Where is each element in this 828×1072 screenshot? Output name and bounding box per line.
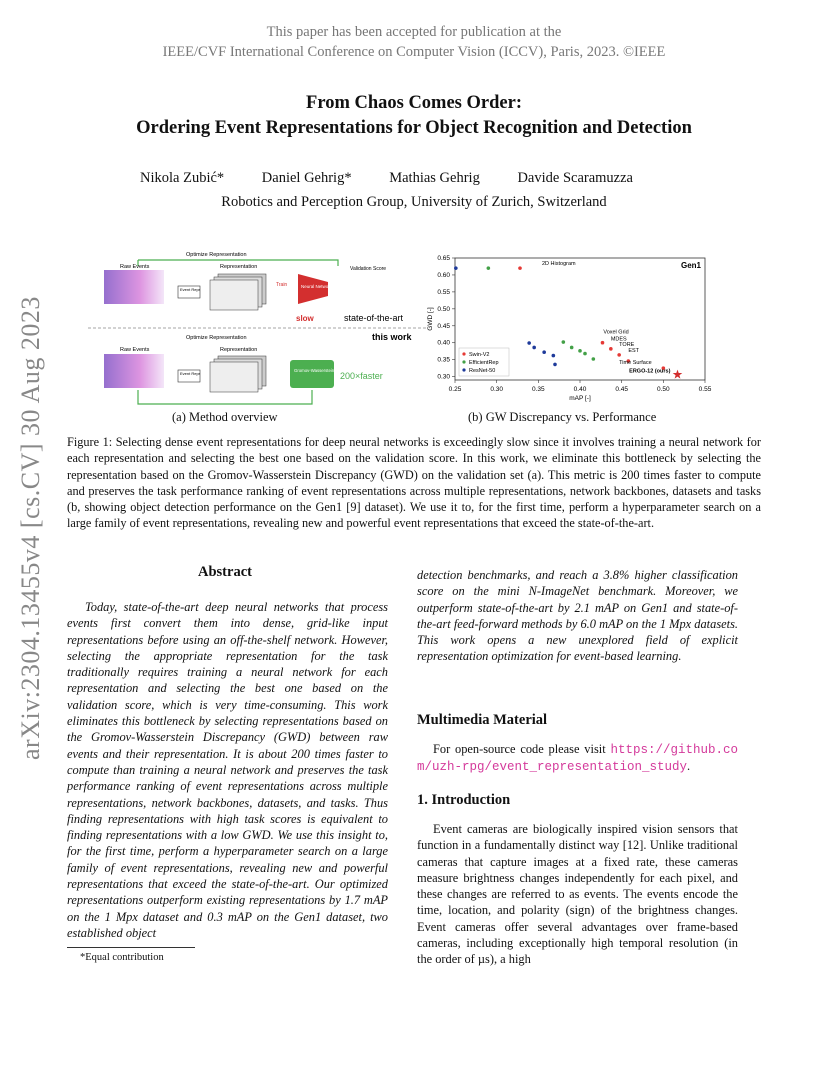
y-tick-label: 0.65	[437, 255, 450, 262]
author: Nikola Zubić*	[140, 170, 225, 186]
abstract-heading: Abstract	[198, 564, 252, 580]
optimize-label-bottom: Optimize Representation	[186, 335, 247, 341]
legend-marker	[462, 352, 465, 355]
gromov-label: Gromov-Wasserstein Discrepancy	[294, 368, 360, 373]
ergo-star-marker	[673, 370, 683, 379]
train-label: Train	[276, 282, 288, 288]
arxiv-stamp	[16, 290, 46, 760]
multimedia-heading: Multimedia Material	[417, 712, 548, 728]
legend-marker	[462, 360, 465, 363]
raw-events-image	[104, 354, 164, 388]
author: Mathias Gehrig	[389, 170, 480, 186]
neural-network-shape	[298, 274, 328, 304]
multimedia-sentence: For open-source code please visit	[433, 742, 606, 756]
y-tick-label: 0.45	[437, 322, 450, 330]
event-repr-box-bottom: Event Repr	[180, 371, 201, 376]
x-tick-label: 0.45	[615, 386, 628, 393]
point-annotation: ERGO-12 (ours)	[629, 368, 671, 375]
data-point	[527, 341, 531, 345]
representation-stack-top	[210, 274, 266, 310]
github-link[interactable]: https://github.com/uzh-rpg/event_representation_study	[417, 743, 738, 775]
data-point	[532, 346, 536, 350]
legend-label: ResNet-50	[469, 368, 496, 374]
state-of-the-art-label: state-of-the-art	[344, 313, 404, 323]
slow-label: slow	[296, 314, 314, 323]
arxiv-stamp-text: arXiv:2304.13455v4 [cs.CV] 30 Aug 2023	[16, 296, 45, 760]
figure-caption: Figure 1: Selecting dense event representations for deep neural networks is exceedingly slow since it involves training a neural network for each representation and selecting the best one based on the validation score. In this work, we eliminate this bottleneck by selecting the representation based on the Gromov-Wasserstein Discrepancy (GWD) on the validation set (a). This metric is 200 times faster to compute and preserves the task performance ranking of event representations across multiple representations, network backbones, datasets and tasks (b, showing object detection performance on the Gen1 [9] dataset). We use it to, for the first time, perform a hyperparameter search on a large family of event representations, revealing new and powerful event representations that exceed the state-of-the-art.	[67, 435, 761, 531]
data-point	[562, 340, 566, 344]
abstract-text-continued: detection benchmarks, and reach a 3.8% higher classification score on the mini N-ImageNet benchmark. Moreover, we outperform state-of-the-art by 2.1 mAP on Gen1 and state-of-the-art feed-forward methods by 6.0 mAP on the 1 Mpx datasets. This work opens a new unexplored field of explicit representation optimization for event-based learning.	[417, 568, 738, 664]
x-tick-label: 0.35	[532, 386, 545, 393]
author: Davide Scaramuzza	[517, 170, 633, 186]
raw-events-label-bottom: Raw Events	[120, 347, 150, 353]
x-tick-label: 0.50	[657, 386, 670, 393]
y-axis-label: GWD [-]	[427, 307, 434, 331]
data-point	[518, 266, 522, 270]
y-tick-label: 0.50	[437, 305, 450, 313]
data-point	[578, 349, 582, 353]
data-point	[609, 347, 613, 351]
representation-label-top: Representation	[220, 264, 258, 270]
multimedia-end: .	[687, 759, 691, 774]
author-list	[140, 170, 633, 187]
representation-label-bottom: Representation	[220, 347, 258, 353]
point-annotation: MDES	[610, 336, 627, 343]
point-annotation: Voxel Grid	[603, 329, 629, 336]
x-tick-label: 0.30	[490, 386, 503, 393]
data-point	[552, 354, 556, 358]
raw-events-image	[104, 270, 164, 304]
this-work-label: this work	[372, 332, 412, 342]
x-tick-label: 0.40	[573, 386, 587, 393]
y-tick-label: 0.60	[437, 271, 450, 279]
data-point	[583, 352, 587, 356]
point-annotation: TORE	[619, 341, 635, 348]
optimize-label-top: Optimize Representation	[186, 252, 247, 258]
x-tick-label: 0.55	[698, 386, 712, 393]
footnote-rule	[67, 947, 195, 948]
paper-title-line1: From Chaos Comes Order:	[306, 93, 522, 113]
paper-title-line2: Ordering Event Representations for Object Recognition and Detection	[136, 118, 692, 138]
legend-label: Swin-V2	[469, 352, 490, 358]
method-overview-figure	[88, 248, 428, 410]
data-point	[601, 341, 605, 345]
multimedia-text	[417, 741, 738, 776]
representation-stack-bottom	[210, 356, 266, 392]
x-tick-label: 0.25	[448, 386, 462, 393]
data-point	[542, 350, 546, 354]
data-point	[617, 353, 621, 357]
y-tick-label: 0.40	[437, 339, 450, 347]
y-tick-label: 0.30	[437, 373, 450, 381]
chart-title: Gen1	[680, 261, 701, 270]
gwd-performance-chart	[418, 250, 718, 410]
data-point	[570, 346, 574, 350]
author: Daniel Gehrig*	[261, 170, 352, 186]
legend-marker	[462, 368, 465, 371]
publication-notice-line2: IEEE/CVF International Conference on Computer Vision (ICCV), Paris, 2023. ©IEEE	[162, 44, 666, 60]
footnote: *Equal contribution	[80, 952, 164, 963]
abstract-text: Today, state-of-the-art deep neural networks that process events first convert them into dense, grid-like input representations before using an off-the-shelf network. However, selecting the appropriate representation for the task traditionally requires training a neural network for each representation and selecting the best one based on the validation score, which is very time-consuming. This work eliminates this bottleneck by selecting representations based on the Gromov-Wasserstein Discrepancy (GWD) between raw events and their representation. It is about 200 times faster to compute than training a neural network and preserves the task performance ranking of event representations across multiple representations, network backbones, datasets, and tasks. Thus finding representations with high task scores is equivalent to finding representations with a low GWD. We use this insight to, for the first time, perform a hyperparameter search on a large family of event representations, revealing new and powerful representations that exceed the state-of-the-art. Our optimized representations outperform existing representations by 1.7 mAP on the 1 Mpx dataset and 0.3 mAP on the Gen1 dataset, two established object	[67, 600, 388, 940]
affiliation: Robotics and Perception Group, University of Zurich, Switzerland	[221, 194, 607, 210]
data-point	[487, 266, 491, 270]
neural-network-label: Neural Network	[301, 284, 333, 289]
data-point	[454, 266, 458, 270]
figure-b-caption: (b) GW Discrepancy vs. Performance	[468, 410, 657, 424]
x-axis-label: mAP [-]	[569, 395, 591, 402]
introduction-heading: 1. Introduction	[417, 792, 511, 808]
event-repr-box-top: Event Repr	[180, 287, 201, 292]
data-point	[553, 363, 557, 367]
raw-events-label-top: Raw Events	[120, 264, 150, 270]
publication-notice-line1: This paper has been accepted for publication at the	[266, 24, 562, 40]
gromov-box	[290, 360, 334, 388]
figure-a-caption: (a) Method overview	[172, 410, 278, 424]
y-tick-label: 0.35	[437, 356, 450, 364]
point-annotation: Time Surface	[619, 360, 652, 367]
y-tick-label: 0.55	[437, 288, 450, 296]
faster-label: 200×faster	[340, 371, 383, 381]
legend-label: EfficientRep	[469, 360, 499, 366]
introduction-text: Event cameras are biologically inspired vision sensors that function in a fundamentally distinct way [12]. Unlike traditional cameras that capture images at a fixed rate, these cameras measure brightness changes independently for each pixel, and these changes are referred to as events. The events encode the time, location, and polarity (sign) of the brightness changes. Event cameras offer several advantages over frame-based cameras, including exceptionally high temporal resolution (in the order of µs), a high	[417, 822, 738, 967]
validation-score-label: Validation Score	[350, 266, 387, 272]
point-annotation: 2D Histogram	[542, 261, 576, 268]
data-point	[592, 357, 596, 361]
point-annotation: EST	[628, 347, 640, 354]
